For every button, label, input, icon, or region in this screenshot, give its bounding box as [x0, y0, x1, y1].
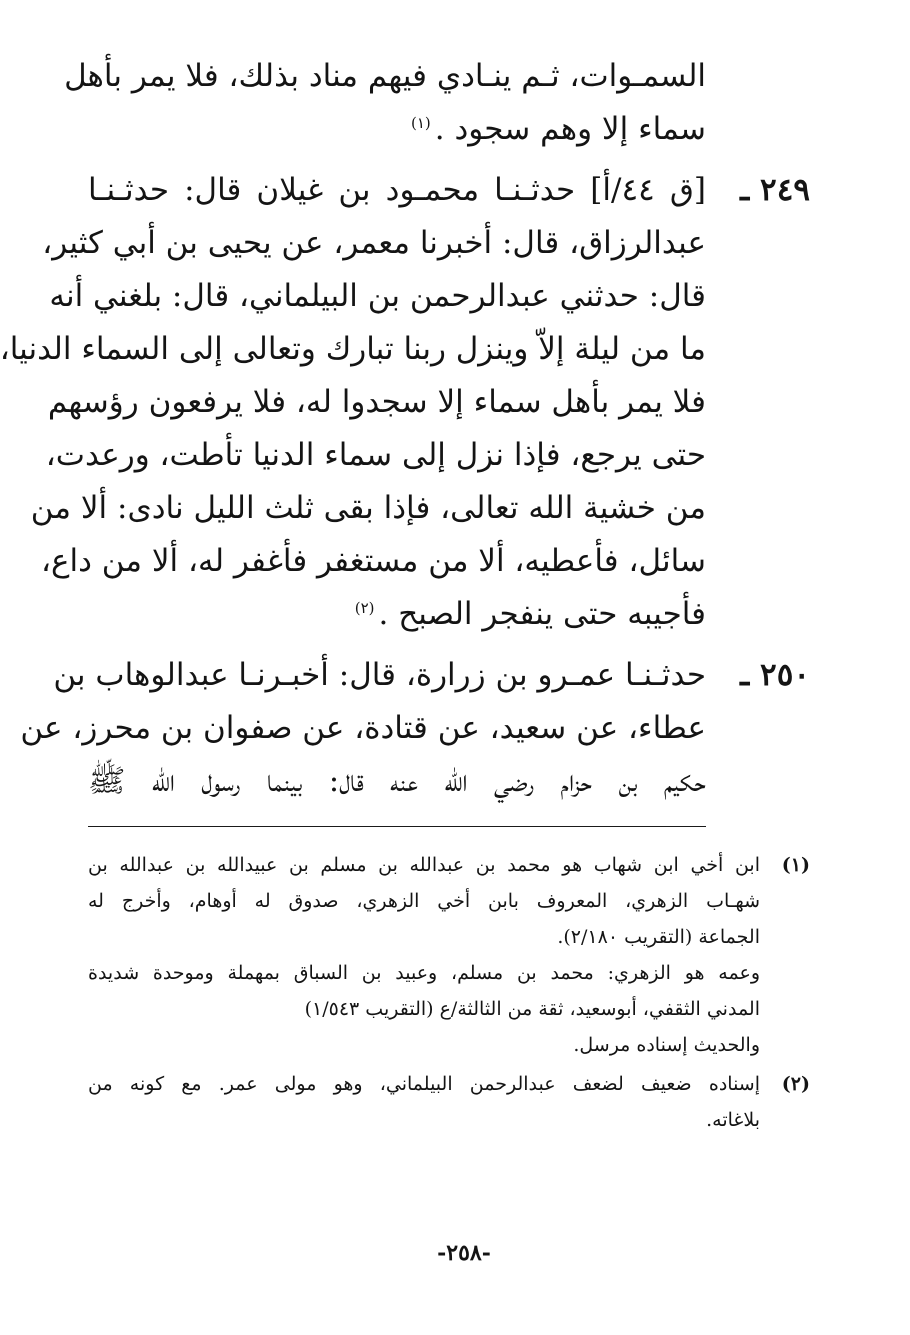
footnote-divider	[88, 826, 706, 827]
hadith-249	[0, 164, 810, 641]
footnote-line: والحديث إسناده مرسل.	[573, 1034, 760, 1056]
footnote-number: (١)	[781, 854, 810, 876]
footnote-line: إسناده ضعيف لضعف عبدالرحمن البيلماني، وهو مولى عمر. مع كونه من	[88, 1073, 760, 1095]
text-line: من خشية الله تعالى، فإذا بقى ثلث الليل نادى: ألا من	[30, 490, 706, 526]
hadith-body	[20, 649, 810, 808]
text-line: فلا يمر بأهل سماء إلا سجدوا له، فلا يرفعون رؤسهم	[47, 384, 706, 420]
text-line: عطاء، عن سعيد، عن قتادة، عن صفوان بن محرز، عن	[20, 710, 706, 746]
footnote-reference: (١)	[410, 113, 431, 132]
footnote-2	[88, 1066, 810, 1138]
text-line: ما من ليلة إلاّ وينزل ربنا تبارك وتعالى إلى السماء الدنيا،	[0, 331, 706, 367]
text-line	[88, 588, 706, 641]
text-line: حدثـنـا عمـرو بن زرارة، قال: أخبـرنـا عبدالوهاب بن	[53, 657, 706, 693]
footnote-line: المدني الثقفي، أبوسعيد، ثقة من الثالثة/ع (التقريب ١/٥٤٣)	[304, 998, 760, 1020]
text-line: سائل، فأعطيه، ألا من مستغفر فأغفر له، ألا من داع،	[41, 543, 706, 579]
footnote-line: ابن أخي ابن شهاب هو محمد بن عبدالله بن مسلم بن عبيدالله بن عبدالله بن	[88, 854, 760, 876]
intro-paragraph	[64, 50, 810, 156]
footnote-number: (٢)	[781, 1073, 810, 1095]
text-line: حكيم بن حزام رضي الله عنه قال: بينما رسول الله ﷺ	[88, 763, 706, 799]
hadith-250	[20, 649, 810, 808]
text-line: السمـوات، ثـم ينـادي فيهم مناد بذلك، فلا يمر بأهل	[64, 58, 706, 94]
footnote-reference: (٢)	[354, 598, 375, 617]
text-line-content: سماء إلا وهم سجود .	[434, 111, 706, 147]
page-content	[0, 50, 810, 1138]
text-line	[88, 103, 706, 156]
hadith-body	[0, 164, 810, 641]
footnote-1	[88, 847, 810, 1063]
hadith-number: ٢٥٠ ـ	[740, 657, 810, 693]
footnotes	[88, 847, 810, 1138]
footnote-line: الجماعة (التقريب ٢/١٨٠).	[557, 926, 760, 948]
hadith-number: ٢٤٩ ـ	[740, 172, 810, 208]
text-line-content: فأجيبه حتى ينفجر الصبح .	[378, 596, 706, 632]
text-line: حتى يرجع، فإذا نزل إلى سماء الدنيا تأطت، ورعدت،	[45, 437, 706, 473]
footnote-line: شهـاب الزهري، المعروف بابن أخي الزهري، صدوق له أوهام، وأخرج له	[88, 890, 760, 912]
footnote-line: وعمه هو الزهري: محمد بن مسلم، وعبيد بن السباق بمهملة وموحدة شديدة	[88, 962, 760, 984]
text-line: [ق ٤٤/أ] حدثـنـا محمـود بن غيلان قال: حدثـنـا	[88, 172, 706, 208]
footnote-line: بلاغاته.	[706, 1109, 760, 1131]
text-line: قال: حدثني عبدالرحمن بن البيلماني، قال: بلغني أنه	[49, 278, 706, 314]
page-number: -٢٥٨-	[437, 1240, 491, 1266]
text-line: عبدالرزاق، قال: أخبرنا معمر، عن يحيى بن أبي كثير،	[42, 225, 706, 261]
